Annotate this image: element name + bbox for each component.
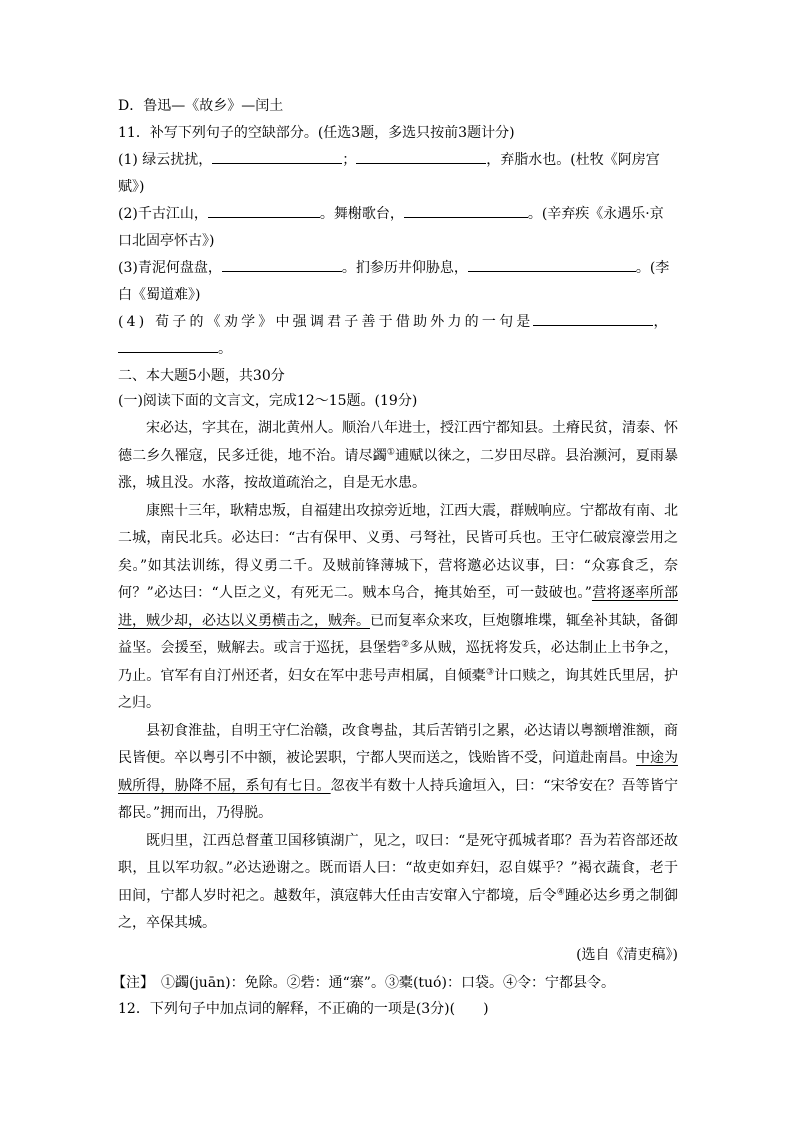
- q11-item-3-cont: 白《蜀道难》): [118, 287, 201, 303]
- passage-source: (选自《清吏稿》): [576, 946, 678, 963]
- answer-blank[interactable]: [468, 257, 636, 272]
- question-11-heading: 11．补写下列句子的空缺部分。(任选3题，多选只按前3题计分): [118, 125, 515, 141]
- answer-blank[interactable]: [212, 149, 342, 164]
- annotation-notes: 【注】 ①蠲(juān)：免除。②砦：通“寨”。③橐(tuó)：口袋。④令：宁都县令。: [112, 974, 615, 991]
- q11-item-4: (4) 荀子的《劝学》中强调君子善于借助外力的一句是 ，: [118, 311, 678, 333]
- option-d: D．鲁迅—《故乡》—闰土: [118, 98, 284, 114]
- section-2-title: 二、本大题5小题，共30分: [118, 368, 285, 384]
- answer-blank[interactable]: [533, 311, 653, 326]
- underlined-sentence: 营将逐率所部进，贼少却，必达以义勇横击之，贼奔。: [118, 585, 678, 629]
- q11-item-1-cont: 赋》): [118, 179, 145, 195]
- reading-part-1-title: (一)阅读下面的文言文，完成12～15题。(19分): [118, 393, 418, 409]
- passage-paragraph-1: 宋必达，字其在，湖北黄州人。顺治八年进士，授江西宁都知县。土瘠民贫，清泰、怀德二乡久罹寇，民多迁徙，地不治。请尽蠲①逋赋以徕之，二岁田尽辟。县治濒河，夏雨暴涨，城且没。水落，按故道疏治之，自是无水患。: [118, 420, 679, 491]
- q11-item-1: (1) 绿云扰扰， ； ，弃脂水也。(杜牧《阿房宫: [118, 149, 678, 171]
- answer-blank[interactable]: [222, 257, 342, 272]
- q11-item-2: (2)千古江山， 。舞榭歌台， 。(辛弃疾《永遇乐·京: [118, 203, 678, 225]
- underlined-sentence: 中途为贼所得，胁降不屈，系旬有七日。: [118, 750, 678, 794]
- question-12: 12．下列句子中加点词的解释，不正确的一项是(3分)( ): [118, 1000, 489, 1017]
- q11-item-2-cont: 口北固亭怀古》): [118, 233, 215, 249]
- document-page: [112, 95, 679, 1020]
- passage-paragraph-2: 康熙十三年，耿精忠叛，自福建出攻掠旁近地，江西大震，群贼响应。宁都故有南、北二城，南民北兵。必达曰：“古有保甲、义勇、弓弩社，民皆可兵也。王守仁破宸濠尝用之矣。”如其法训练，得义勇二千。及贼前锋薄城下，营将邀必达议事，曰：“众寡食乏，奈何？”必达曰：“人臣之义，有死无二。贼本乌合，掩其始至，可一鼓破也。”营将逐率所部进，贼少却，必达以义勇横击之，贼奔。已而复率众来攻，巨炮隳堆堞，辄垒补其缺，备御益坚。会援至，贼解去。或言于巡抚，县堡砦②多从贼，巡抚将发兵，必达制止上书争之，乃止。官军有自汀州还者，妇女在军中悲号声相属，自倾橐③计口赎之，询其姓氏里居，护之归。: [118, 502, 679, 711]
- passage-paragraph-4: 既归里，江西总督董卫国移镇湖广，见之，叹曰：“是死守孤城者耶？吾为若咨部还故职，且以军功叙。”必达逊谢之。既而语人曰：“故吏如弃妇，忍自媒乎？”褐衣蔬食，老于田间，宁都人岁时祀之。越数年，滇寇韩大任由吉安窜入宁都境，后令④踵必达乡勇之制御之，卒保其城。: [118, 832, 679, 931]
- answer-blank[interactable]: [404, 203, 528, 218]
- passage-paragraph-3: 县初食淮盐，自明王守仁治赣，改食粤盐，其后苦销引之累，必达请以粤额增淮额，商民皆便。卒以粤引不中额，被论罢职，宁都人哭而送之，饯贻皆不受，问道赴南昌。中途为贼所得，胁降不屈，系旬有七日。忽夜半有数十人持兵逾垣入，曰：“宋爷安在？吾等皆宁都民。”拥而出，乃得脱。: [118, 722, 679, 821]
- answer-blank[interactable]: [118, 338, 218, 353]
- answer-blank[interactable]: [208, 203, 320, 218]
- q11-item-3: (3)青泥何盘盘， 。扪参历井仰胁息， 。(李: [118, 257, 678, 279]
- q11-item-4-cont: 。: [118, 338, 678, 360]
- answer-blank[interactable]: [356, 149, 486, 164]
